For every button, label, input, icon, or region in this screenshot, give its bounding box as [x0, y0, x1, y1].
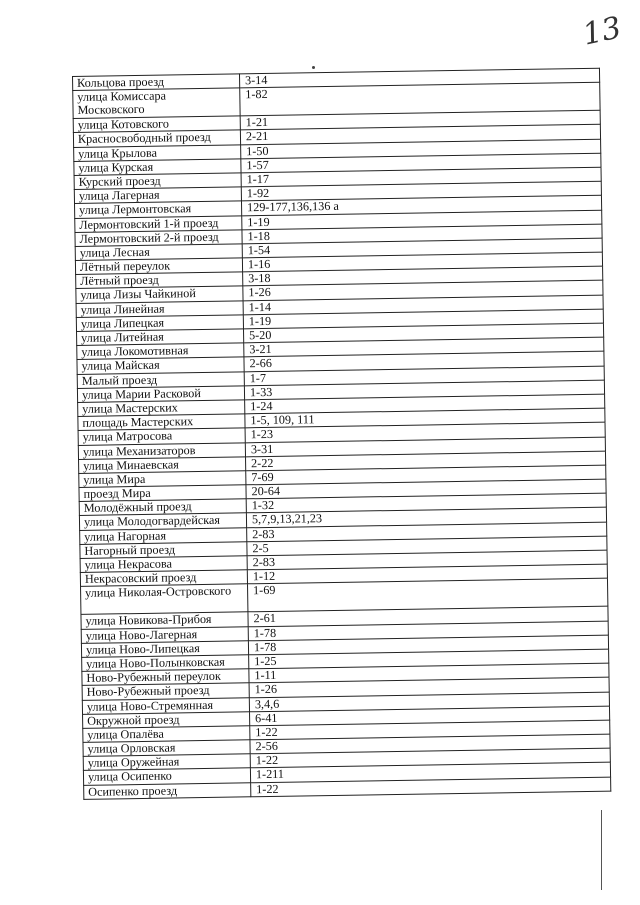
street-name-cell: улица Ново-Стремянная: [82, 697, 249, 714]
street-name-cell: улица Нагорная: [80, 527, 247, 544]
street-name-cell: Малый проезд: [77, 371, 244, 388]
street-name-cell: Лермонтовский 1-й проезд: [75, 215, 242, 232]
house-range-cell: 5,7,9,13,21,23: [246, 508, 606, 528]
house-range-cell: 1-57: [241, 153, 601, 173]
house-range-cell: 3-31: [245, 437, 605, 457]
house-range-cell: 1-22: [250, 748, 610, 768]
street-name-cell: улица Матросова: [78, 428, 245, 445]
street-name-cell: улица Новикова-Прибоя: [81, 612, 248, 629]
street-name-cell: улица Мира: [79, 471, 246, 488]
street-name-cell: Ново-Рубежный переулок: [82, 669, 249, 686]
house-range-cell: 1-26: [243, 281, 603, 301]
house-range-cell: 3,4,6: [249, 692, 609, 712]
house-range-cell: 1-14: [243, 295, 603, 315]
page-edge-line: [601, 810, 602, 890]
street-name-cell: улица Мастерских: [78, 400, 245, 417]
street-name-cell: улица Ново-Липецкая: [81, 641, 248, 658]
street-name-cell: улица Литейная: [77, 329, 244, 346]
street-name-cell: улица Опалёва: [83, 726, 250, 743]
house-range-cell: 1-5, 109, 111: [245, 408, 605, 428]
house-range-cell: 2-22: [245, 451, 605, 471]
house-range-cell: 1-78: [248, 621, 608, 641]
street-name-cell: улица Лермонтовская: [75, 201, 242, 218]
street-name-cell: улица Котовского: [73, 116, 240, 133]
street-name-cell: Курский проезд: [74, 173, 241, 190]
street-name-cell: Нагорный проезд: [80, 542, 247, 559]
house-range-cell: 1-50: [241, 139, 601, 159]
scan-speck: [312, 66, 315, 69]
street-name-cell: улица Лагерная: [74, 187, 241, 204]
house-range-cell: 5-20: [243, 323, 603, 343]
street-name-cell: улица Майская: [77, 357, 244, 374]
street-name-cell: улица Лесная: [75, 244, 242, 261]
street-name-cell: улица Молодогвардейская: [79, 513, 246, 530]
street-name-cell: Лермонтовский 2-й проезд: [75, 230, 242, 247]
house-range-cell: 1-11: [249, 663, 609, 683]
house-range-cell: 1-23: [245, 422, 605, 442]
house-range-cell: 1-78: [248, 635, 608, 655]
street-name-cell: площадь Мастерских: [78, 414, 245, 431]
house-range-cell: 2-61: [248, 607, 608, 627]
house-range-cell: 2-83: [247, 550, 607, 570]
street-name-cell: Некрасовский проезд: [80, 570, 247, 587]
house-range-cell: 1-26: [249, 677, 609, 697]
street-name-cell: Осипенко проезд: [84, 782, 251, 799]
house-range-cell: 1-69: [248, 579, 608, 613]
house-range-cell: 1-7: [244, 366, 604, 386]
house-range-cell: 20-64: [246, 479, 606, 499]
street-name-cell: улица Орловская: [83, 740, 250, 757]
house-range-cell: 1-16: [242, 252, 602, 272]
house-range-cell: 1-25: [249, 649, 609, 669]
street-name-cell: улица Липецкая: [76, 315, 243, 332]
house-range-cell: 2-83: [247, 522, 607, 542]
house-range-cell: 3-14: [239, 68, 599, 88]
house-range-cell: 2-5: [247, 536, 607, 556]
street-name-cell: Ново-Рубежный проезд: [82, 683, 249, 700]
house-range-cell: 1-19: [243, 309, 603, 329]
house-range-cell: 1-33: [244, 380, 604, 400]
street-name-cell: улица Ново-Лагерная: [81, 626, 248, 643]
street-name-cell: улица Крылова: [74, 144, 241, 161]
street-name-cell: Кольцова проезд: [73, 74, 240, 91]
house-range-cell: 1-32: [246, 493, 606, 513]
house-range-cell: 2-21: [240, 125, 600, 145]
street-name-cell: улица Оружейная: [83, 754, 250, 771]
street-name-cell: улица Лизы Чайкиной: [76, 286, 243, 303]
house-range-cell: 6-41: [250, 706, 610, 726]
street-name-cell: Окружной проезд: [83, 711, 250, 728]
street-name-cell: улица Марии Расковой: [77, 386, 244, 403]
house-range-cell: 1-211: [250, 763, 610, 783]
house-range-cell: 1-22: [251, 777, 611, 797]
street-table: [72, 68, 611, 800]
house-range-cell: 1-22: [250, 720, 610, 740]
street-name-cell: проезд Мира: [79, 485, 246, 502]
street-name-cell: Лётный проезд: [76, 272, 243, 289]
house-range-cell: 129-177,136,136 а: [241, 196, 601, 216]
street-name-cell: улица Механизаторов: [78, 442, 245, 459]
house-range-cell: 3-21: [244, 337, 604, 357]
street-name-cell: улица Минаевская: [79, 457, 246, 474]
street-table-body: [73, 68, 611, 799]
house-range-cell: 1-18: [242, 224, 602, 244]
street-name-cell: улица Осипенко: [83, 768, 250, 785]
street-name-cell: Молодёжный проезд: [79, 499, 246, 516]
street-name-cell: улица Локомотивная: [77, 343, 244, 360]
house-range-cell: 1-21: [240, 110, 600, 130]
house-range-cell: 1-54: [242, 238, 602, 258]
house-range-cell: 7-69: [246, 465, 606, 485]
street-name-cell: улица Комиссара Московского: [73, 88, 240, 119]
house-range-cell: 2-56: [250, 734, 610, 754]
house-range-cell: 1-19: [242, 210, 602, 230]
house-range-cell: 1-12: [247, 564, 607, 584]
house-range-cell: 2-66: [244, 352, 604, 372]
house-range-cell: 1-24: [245, 394, 605, 414]
street-name-cell: Красносвободный проезд: [73, 130, 240, 147]
street-name-cell: улица Линейная: [76, 300, 243, 317]
street-name-cell: улица Николая-Островского: [81, 584, 248, 615]
street-name-cell: Лётный переулок: [75, 258, 242, 275]
street-name-cell: улица Некрасова: [80, 556, 247, 573]
house-range-cell: 3-18: [243, 266, 603, 286]
street-name-cell: улица Ново-Полынковская: [82, 655, 249, 672]
house-range-cell: 1-92: [241, 181, 601, 201]
house-range-cell: 1-17: [241, 167, 601, 187]
page-number: 13: [579, 10, 625, 53]
street-name-cell: улица Курская: [74, 159, 241, 176]
house-range-cell: 1-82: [240, 82, 600, 116]
